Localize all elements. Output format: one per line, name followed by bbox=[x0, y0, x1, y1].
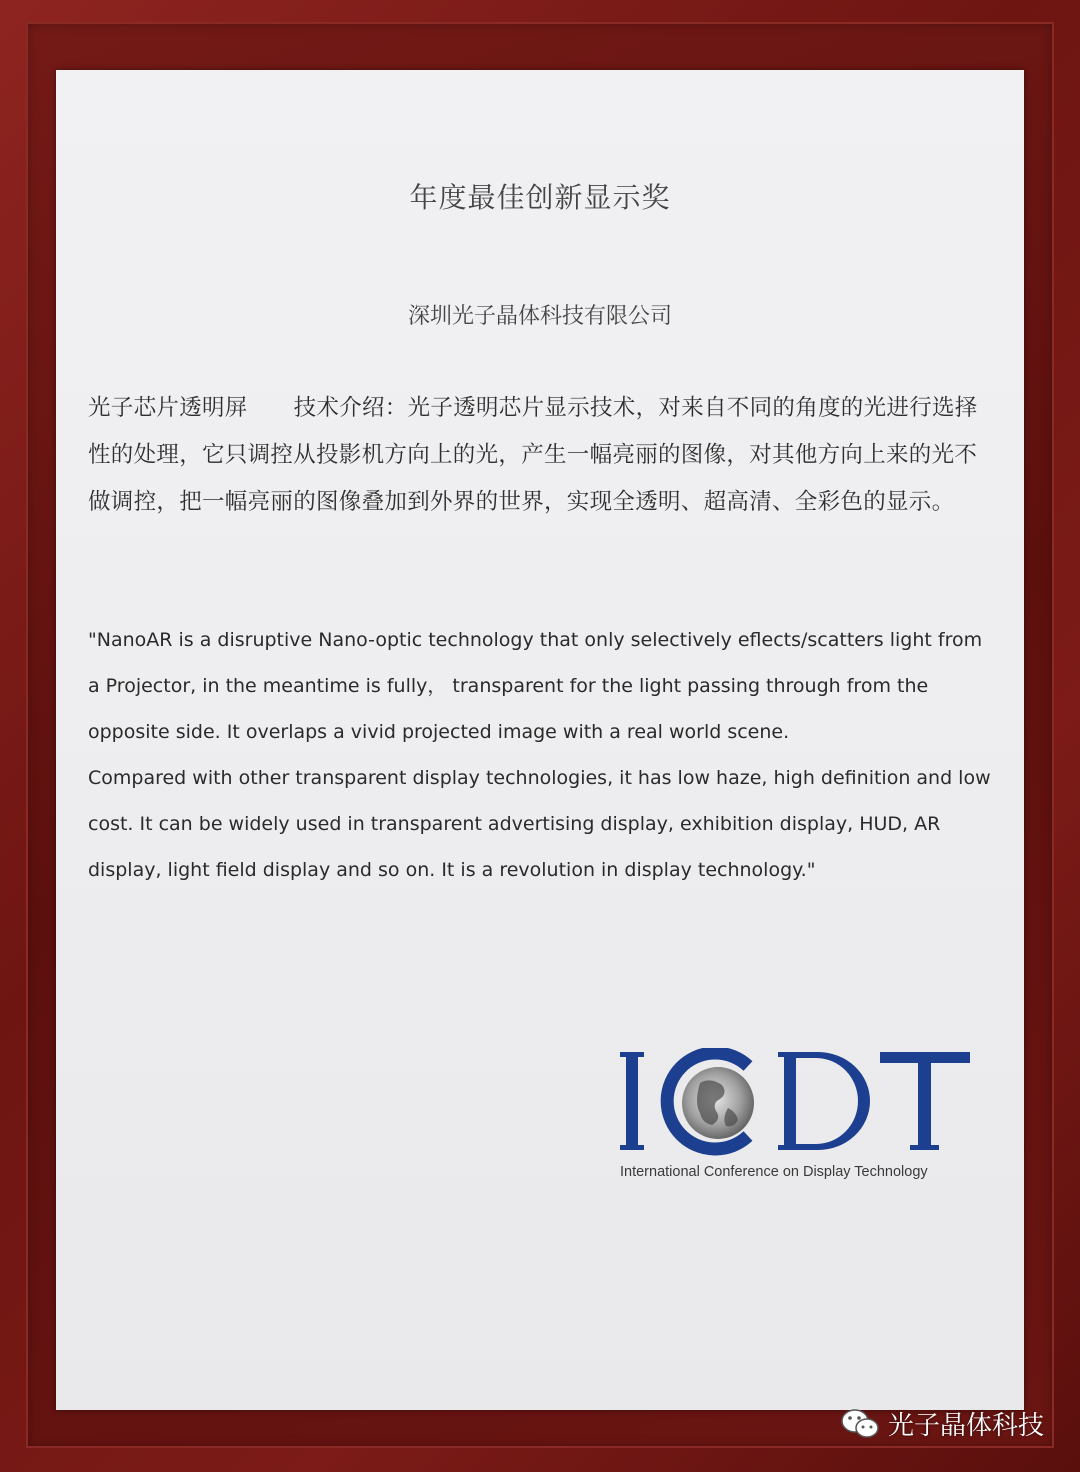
watermark-text: 光子晶体科技 bbox=[887, 1411, 1044, 1441]
award-title: 年度最佳创新显示奖 bbox=[409, 181, 671, 214]
company-name: 深圳光子晶体科技有限公司 bbox=[407, 304, 672, 329]
icdt-caption: International Conference on Display Technology bbox=[620, 1164, 928, 1180]
icdt-logo bbox=[618, 1048, 973, 1188]
english-paragraph-1: "NanoAR is a disruptive Nano-optic technology that only selectively eflects/scatters light from a Projector, in the meantime is fully， transparent for the light passing through from the opposite side. It overlaps a vivid projected image with a real world scene. bbox=[88, 629, 983, 743]
wechat-watermark bbox=[840, 1405, 1044, 1442]
icdt-logo-mark bbox=[618, 1048, 973, 1160]
english-description bbox=[88, 617, 993, 893]
english-paragraph-2: Compared with other transparent display technologies, it has low haze, high definition and low cost. It can be widely used in transparent advertising display, exhibition display, HUD, AR display, light field display and so on. It is a revolution in display technology." bbox=[88, 767, 991, 881]
chinese-description bbox=[88, 385, 993, 526]
wechat-icon bbox=[840, 1407, 880, 1441]
globe-icon bbox=[682, 1067, 754, 1139]
technology-introduction: 技术介绍：光子透明芯片显示技术，对来自不同的角度的光进行选择性的处理，它只调控从投影机方向上的光，产生一幅亮丽的图像，对其他方向上来的光不做调控，把一幅亮丽的图像叠加到外界的世界，实现全透明、超高清、全彩色的显示。 bbox=[88, 395, 978, 515]
product-name: 光子芯片透明屏 bbox=[88, 395, 248, 421]
